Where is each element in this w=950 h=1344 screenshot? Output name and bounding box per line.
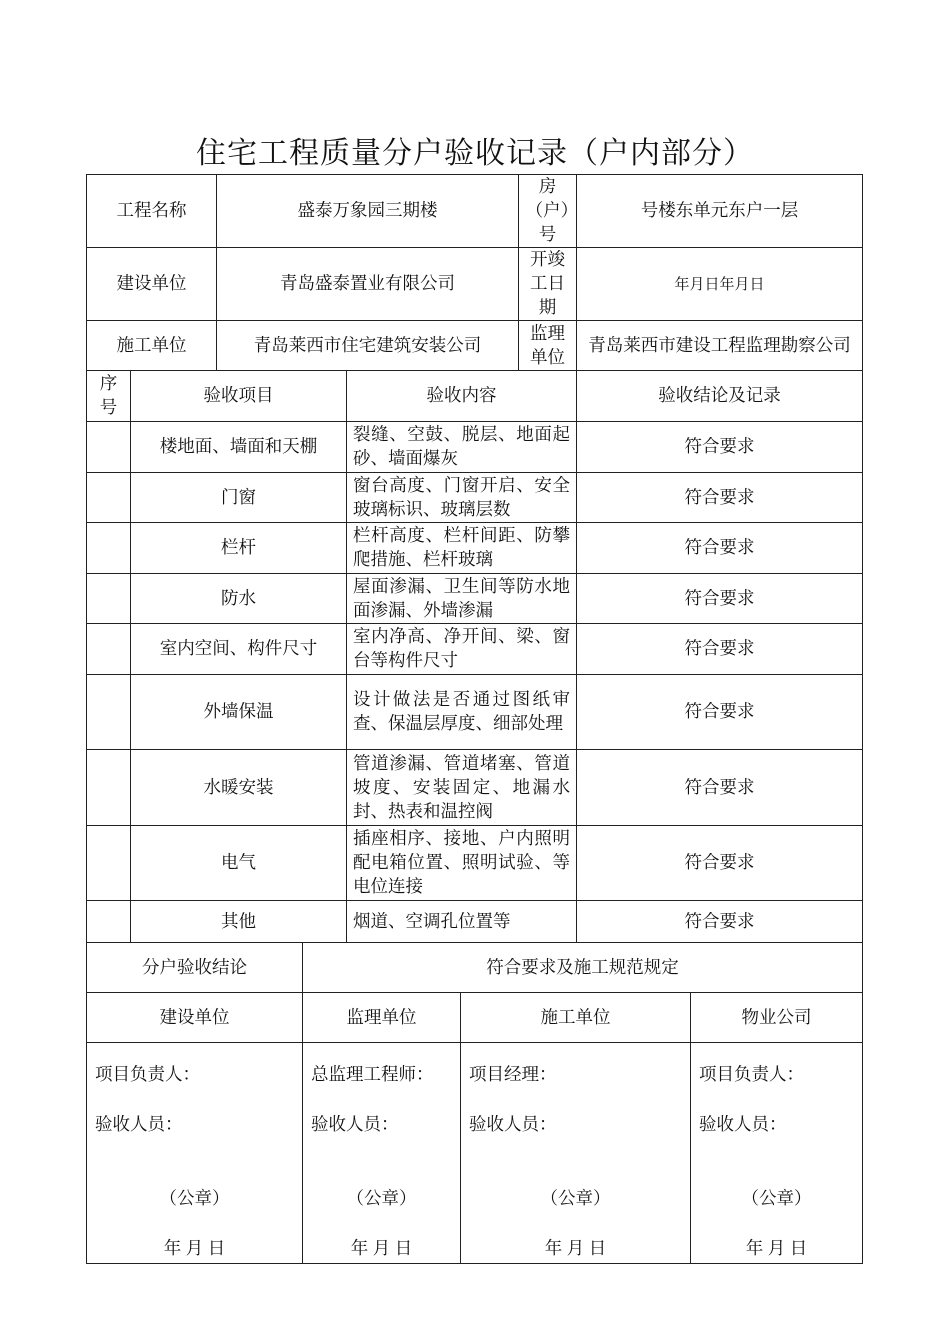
header-row-3 — [87, 321, 863, 371]
row-seq — [87, 574, 131, 624]
sign-block-property — [691, 1043, 863, 1264]
sign-date: 年 月 日 — [350, 1239, 413, 1259]
seal-label: （公章） — [159, 1189, 230, 1209]
table-row — [87, 901, 863, 943]
sign-line-2: 验收人员： — [699, 1115, 787, 1135]
row-seq — [87, 624, 131, 675]
sign-line-1: 总监理工程师： — [311, 1065, 434, 1085]
header-row-1 — [87, 175, 863, 248]
row-result: 符合要求 — [577, 901, 863, 943]
row-seq — [87, 826, 131, 901]
row-result: 符合要求 — [577, 750, 863, 826]
row-seq — [87, 750, 131, 826]
table-row — [87, 523, 863, 574]
sign-block-supervisor — [303, 1043, 461, 1264]
page-title: 住宅工程质量分户验收记录（户内部分） — [196, 136, 754, 171]
row-seq — [87, 422, 131, 473]
row-result: 符合要求 — [577, 826, 863, 901]
row-content: 设计做法是否通过图纸审查、保温层厚度、细部处理 — [347, 675, 577, 750]
constructor-label: 施工单位 — [87, 321, 217, 371]
seal-label: （公章） — [741, 1189, 812, 1209]
table-row — [87, 473, 863, 523]
sign-org-constructor: 施工单位 — [461, 993, 691, 1043]
row-item: 防水 — [131, 574, 347, 624]
row-content: 屋面渗漏、卫生间等防水地面渗漏、外墙渗漏 — [347, 574, 577, 624]
sign-line-2: 验收人员： — [95, 1115, 183, 1135]
row-result: 符合要求 — [577, 624, 863, 675]
row-item: 室内空间、构件尺寸 — [131, 624, 347, 675]
row-content: 窗台高度、门窗开启、安全玻璃标识、玻璃层数 — [347, 473, 577, 523]
seal-label: （公章） — [346, 1189, 417, 1209]
row-result: 符合要求 — [577, 523, 863, 574]
row-item: 楼地面、墙面和天棚 — [131, 422, 347, 473]
sign-block-constructor — [461, 1043, 691, 1264]
conclusion-row — [87, 943, 863, 993]
sign-org-builder: 建设单位 — [87, 993, 303, 1043]
row-content: 栏杆高度、栏杆间距、防攀爬措施、栏杆玻璃 — [347, 523, 577, 574]
sign-org-supervisor: 监理单位 — [303, 993, 461, 1043]
date-label: 开竣工日期 — [519, 248, 577, 321]
col-item: 验收项目 — [131, 371, 347, 422]
sign-line-2: 验收人员： — [469, 1115, 557, 1135]
row-seq — [87, 523, 131, 574]
supervisor-label: 监理单位 — [519, 321, 577, 371]
col-content: 验收内容 — [347, 371, 577, 422]
table-row — [87, 422, 863, 473]
row-seq — [87, 901, 131, 943]
signature-org-row — [87, 993, 863, 1043]
seal-label: （公章） — [540, 1189, 611, 1209]
row-seq — [87, 473, 131, 523]
row-content: 插座相序、接地、户内照明配电箱位置、照明试验、等电位连接 — [347, 826, 577, 901]
sign-block-builder — [87, 1043, 303, 1264]
row-result: 符合要求 — [577, 675, 863, 750]
table-row — [87, 826, 863, 901]
builder-value: 青岛盛泰置业有限公司 — [217, 248, 519, 321]
sign-date: 年 月 日 — [745, 1239, 808, 1259]
supervisor-value: 青岛莱西市建设工程监理勘察公司 — [577, 321, 863, 371]
table-row — [87, 750, 863, 826]
table-row — [87, 624, 863, 675]
row-item: 其他 — [131, 901, 347, 943]
row-item: 电气 — [131, 826, 347, 901]
conclusion-label: 分户验收结论 — [87, 943, 303, 993]
acceptance-table — [86, 174, 863, 1264]
column-header-row — [87, 371, 863, 422]
header-row-2 — [87, 248, 863, 321]
row-content: 烟道、空调孔位置等 — [347, 901, 577, 943]
project-name-value: 盛泰万象园三期楼 — [217, 175, 519, 248]
row-item: 栏杆 — [131, 523, 347, 574]
table-row — [87, 675, 863, 750]
sign-line-1: 项目负责人： — [699, 1065, 804, 1085]
col-result: 验收结论及记录 — [577, 371, 863, 422]
row-result: 符合要求 — [577, 574, 863, 624]
table-row — [87, 574, 863, 624]
row-item: 水暖安装 — [131, 750, 347, 826]
sign-date: 年 月 日 — [544, 1239, 607, 1259]
project-name-label: 工程名称 — [87, 175, 217, 248]
sign-org-property: 物业公司 — [691, 993, 863, 1043]
room-value: 号楼东单元东户一层 — [577, 175, 863, 248]
constructor-value: 青岛莱西市住宅建筑安装公司 — [217, 321, 519, 371]
builder-label: 建设单位 — [87, 248, 217, 321]
row-item: 门窗 — [131, 473, 347, 523]
row-content: 室内净高、净开间、梁、窗台等构件尺寸 — [347, 624, 577, 675]
row-result: 符合要求 — [577, 473, 863, 523]
sign-date: 年 月 日 — [163, 1239, 226, 1259]
row-seq — [87, 675, 131, 750]
signature-row — [87, 1043, 863, 1264]
sign-line-2: 验收人员： — [311, 1115, 399, 1135]
room-label: 房（户）号 — [519, 175, 577, 248]
sign-line-1: 项目负责人： — [95, 1065, 200, 1085]
row-item: 外墙保温 — [131, 675, 347, 750]
date-value: 年月日年月日 — [577, 248, 863, 321]
row-content: 裂缝、空鼓、脱层、地面起砂、墙面爆灰 — [347, 422, 577, 473]
col-seq: 序号 — [87, 371, 131, 422]
row-content: 管道渗漏、管道堵塞、管道坡度、安装固定、地漏水封、热表和温控阀 — [347, 750, 577, 826]
conclusion-value: 符合要求及施工规范规定 — [303, 943, 863, 993]
row-result: 符合要求 — [577, 422, 863, 473]
sign-line-1: 项目经理： — [469, 1065, 557, 1085]
